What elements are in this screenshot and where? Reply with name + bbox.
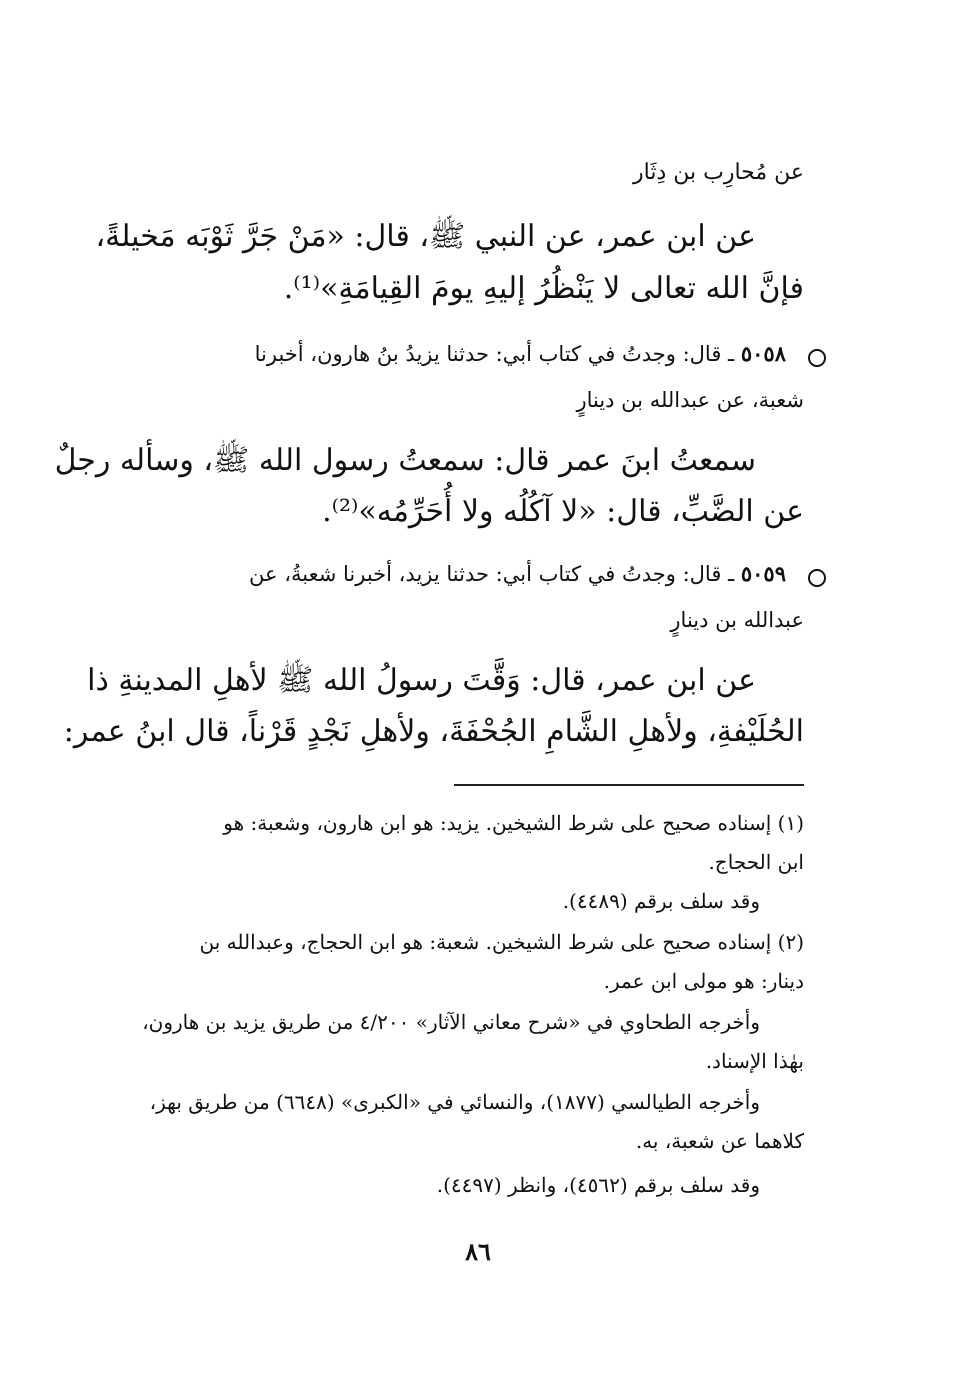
hadith-5058-matn-line-1: سمعتُ ابنَ عمر قال: سمعتُ رسول الله ﷺ، وسأله رجلٌ [54, 443, 756, 478]
chain-header: عن مُحارِب بن دِثَار [633, 160, 804, 185]
hadith-5059-isnad-line-2: عبدالله بن دينارٍ [670, 608, 804, 632]
footnote-2-line-4: بهٰذا الإسناد. [705, 1049, 804, 1073]
page-number: ٨٦ [465, 1237, 491, 1266]
footnote-2-line-7: وقد سلف برقم (٤٥٦٢)، وانظر (٤٤٩٧). [436, 1173, 760, 1197]
hadith-5057-matn-line-1: عن ابن عمر، عن النبي ﷺ، قال: «مَنْ جَرَّ ثَوْبَه مَخيلةً، [95, 219, 756, 254]
hadith-5058-isnad-line-1 [108, 341, 786, 366]
hadith-5057-matn-line-2: فإنَّ الله تعالى لا يَنْظُرُ إليهِ يومَ القِيامَةِ»⁽¹⁾. [283, 271, 804, 306]
hadith-5058-isnad-line-2: شعبة، عن عبدالله بن دينارٍ [576, 388, 804, 412]
footnote-separator [454, 784, 804, 786]
footnote-2-line-6: كلاهما عن شعبة، به. [635, 1129, 804, 1153]
footnote-1-line-1: (١) إسناده صحيح على شرط الشيخين. يزيد: هو ابن هارون، وشعبة: هو [223, 811, 804, 835]
hadith-5059-matn-line-2: الحُلَيْفةِ، ولأهلِ الشَّامِ الجُحْفَةَ، ولأهلِ نَجْدٍ قَرْناً، قال ابنُ عمر: [63, 714, 804, 749]
footnote-2-line-3: وأخرجه الطحاوي في «شرح معاني الآثار» ٤/٢٠٠ من طريق يزيد بن هارون، [142, 1010, 760, 1034]
footnote-2-line-2: دينار: هو مولى ابن عمر. [603, 969, 804, 993]
footnote-1-line-3: وقد سلف برقم (٤٤٨٩). [562, 889, 760, 913]
footnote-2-line-5: وأخرجه الطيالسي (١٨٧٧)، والنسائي في «الكبرى» (٦٦٤٨) من طريق بهز، [149, 1090, 760, 1114]
hadith-isnad-text: ـ قال: وجدتُ في كتاب أبي: حدثنا يزيد، أخبرنا شعبةُ، عن [249, 562, 735, 586]
footnote-1-line-2: ابن الحجاج. [708, 850, 804, 874]
footnote-2-line-1: (٢) إسناده صحيح على شرط الشيخين. شعبة: هو ابن الحجاج، وعبدالله بن [199, 930, 804, 954]
hadith-number: ٥٠٥٨ [740, 341, 786, 366]
hadith-5059-matn-line-1: عن ابن عمر، قال: وَقَّتَ رسولُ الله ﷺ لأهلِ المدينةِ ذا [87, 663, 756, 698]
hadith-5059-isnad-line-1 [108, 561, 786, 586]
hadith-number: ٥٠٥٩ [740, 561, 786, 586]
hadith-5058-matn-line-2: عن الضَّبِّ، قال: «لا آكُلُه ولا أُحَرِّمُه»⁽²⁾. [322, 494, 804, 529]
hadith-marker-icon [808, 569, 826, 587]
hadith-isnad-text: ـ قال: وجدتُ في كتاب أبي: حدثنا يزيدُ بنُ هارون، أخبرنا [254, 342, 735, 366]
hadith-marker-icon [808, 349, 826, 367]
